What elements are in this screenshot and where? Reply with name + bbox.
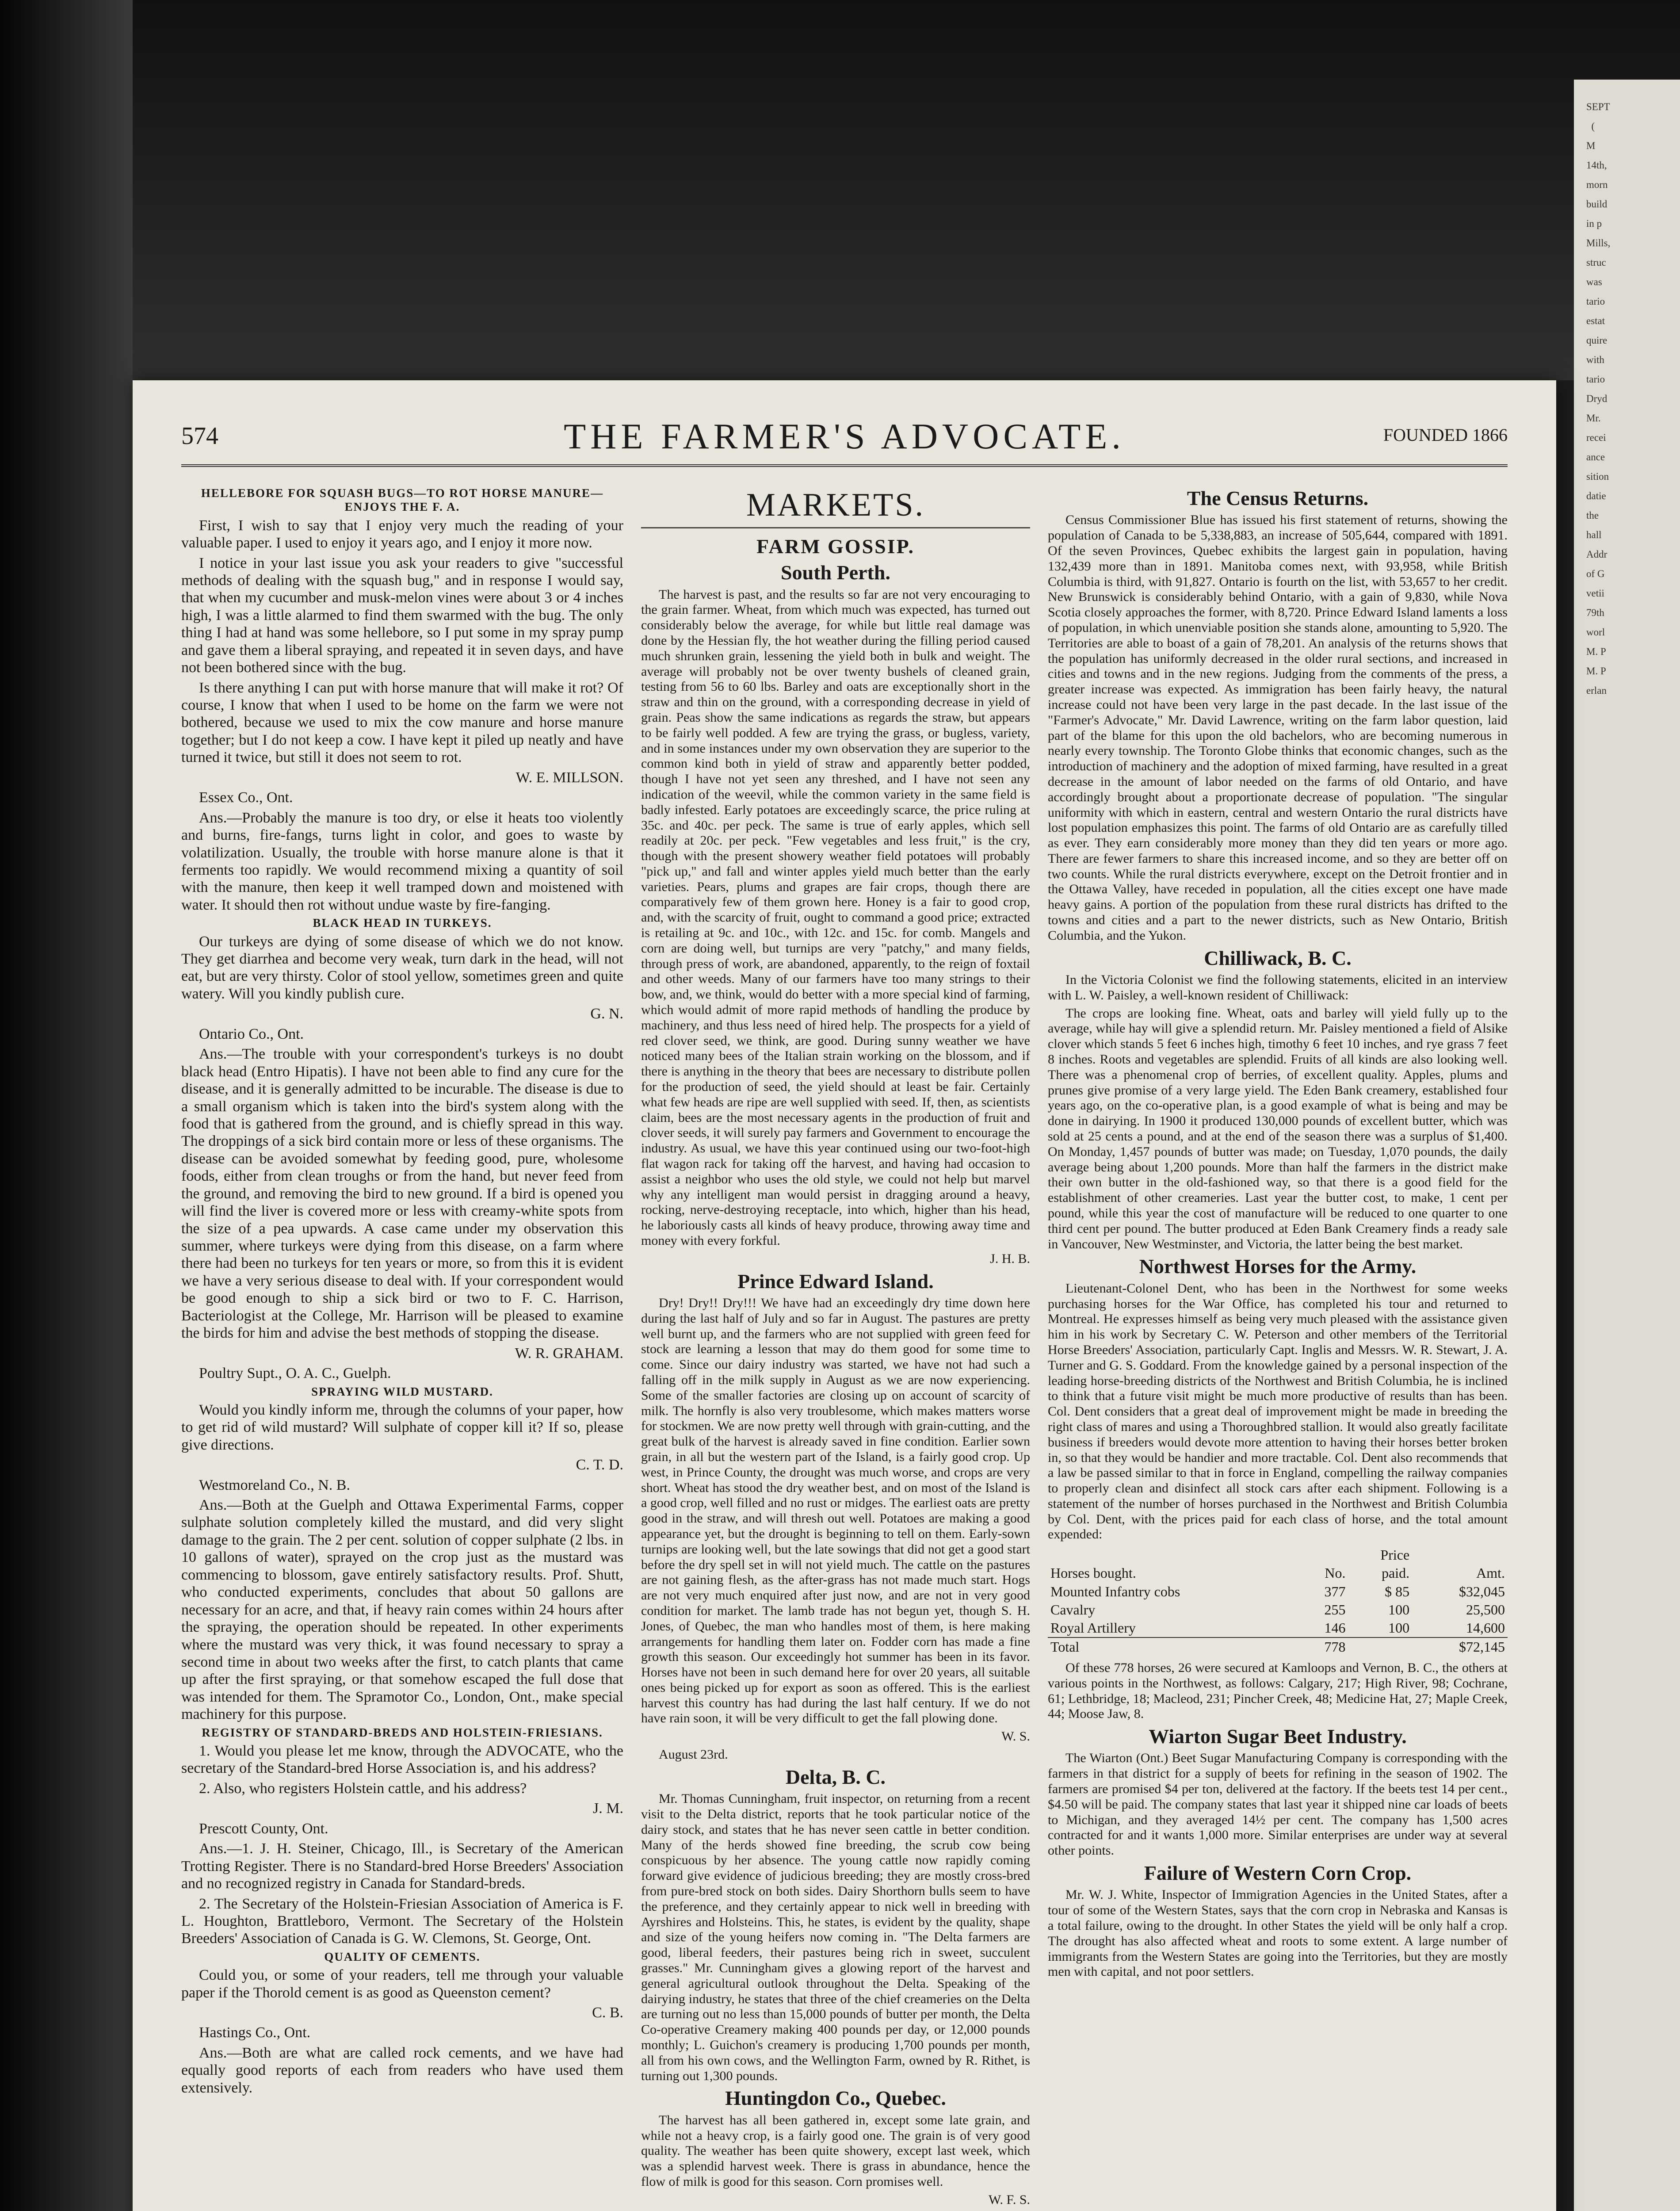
column-2 bbox=[641, 486, 1030, 2211]
article-title: South Perth. bbox=[781, 561, 890, 584]
paragraph: Dry! Dry!! Dry!!! We have had an exceedingly dry time down here during the last half of July and so far in August. The pastures are pretty well burnt up, and the farmers who are not supplied with green feed for stock are learning a lesson that may do them good for some time to come. Since our dairy industry was started, we have not had such a falling off in the milk supply in August as we are now experiencing. Some of the smaller factories are closing up on account of scarcity of milk. The hornfly is also very troublesome, which makes matters worse for stockmen. We are now pretty well through with grain-cutting, and the great bulk of the harvest is already saved in fine condition. Earlier sown grain, in all but the western part of the Island, is a fairly good crop. Up west, in Prince County, the drought was much worse, and crops are very short. Wheat has stood the dry weather best, and on most of the Island is a good crop, well filled and no rust or midges. The earliest oats are pretty good in the straw, and will thresh out well. Potatoes are making a good appearance yet, but the drought is beginning to tell on them. Early-sown turnips are looking well, but the late sowings that did not get a good start before the dry spell set in will not yield much. The cattle on the pastures are not gaining flesh, as the after-grass has not made much start. Hogs are not very much enquired after just now, and are not in very good condition for market. The lamb trade has not begun yet, though S. H. Jones, of Quebec, the man who handles most of them, is here making arrangements for handling them later on. Fodder corn has made a fine growth this season. Our exceedingly hot summer has been in its favor. Horses have not been in such demand here for over 20 years, all suitable ones being picked up for export as soon as offered. This is the earliest harvest this country has had during the last half century. If we do not have rain soon, it will be very difficult to get the fall plowing done. bbox=[641, 1295, 1030, 1726]
signature: G. N. bbox=[590, 1006, 623, 1022]
scan-top-margin bbox=[133, 0, 1680, 380]
signature: W. F. S. bbox=[988, 2192, 1030, 2207]
table-cell: $ 85 bbox=[1385, 1583, 1410, 1599]
founded-note: FOUNDED 1866 bbox=[1383, 425, 1508, 445]
article-title: Chilliwack, B. C. bbox=[1204, 946, 1352, 969]
table-total-row bbox=[1048, 1637, 1508, 1656]
table-cell: Mounted Infantry cobs bbox=[1050, 1583, 1180, 1599]
table-cell: Cavalry bbox=[1050, 1601, 1096, 1618]
table-row bbox=[1048, 1619, 1508, 1637]
table-cell: 25,500 bbox=[1466, 1601, 1505, 1618]
heading-cements: QUALITY OF CEMENTS. bbox=[324, 1950, 481, 1963]
section-subtitle-farm-gossip: FARM GOSSIP. bbox=[756, 535, 915, 558]
paragraph: In the Victoria Colonist we find the following statements, elicited in an interview with L. W. Paisley, a well-known resident of Chilliwack: bbox=[1048, 972, 1508, 1002]
column-1 bbox=[181, 486, 623, 2099]
paragraph: 2. Also, who registers Holstein cattle, and his address? bbox=[199, 1780, 527, 1797]
paragraph: The Wiarton (Ont.) Beet Sugar Manufacturing Company is corresponding with the farmers in that district for a supply of beets for refining in the season of 1902. The farmers are promised $4 per ton, delivered at the factory. If the beets test 14 per cent., $4.50 will be paid. The company states that last year it shipped nine car loads of beets to Michigan, and they averaged 14½ per cent. The company has 1,500 acres contracted for and it wants 1,000 more. Similar enterprises are under way at several other points. bbox=[1048, 1751, 1508, 1858]
table-row bbox=[1048, 1546, 1508, 1564]
table-cell: 377 bbox=[1324, 1583, 1346, 1599]
location: Ontario Co., Ont. bbox=[199, 1025, 304, 1042]
table-row bbox=[1048, 1583, 1508, 1601]
paragraph: First, I wish to say that I enjoy very much the reading of your valuable paper. I used to enjoy it years ago, and I enjoy it more now. bbox=[181, 517, 623, 551]
paragraph: The harvest has all been gathered in, except some late grain, and while not a heavy crop, is a fairly good one. The grain is of very good quality. The weather has been quite showery, except last week, which was a splendid harvest week. There is grass in abundance, hence the flow of milk is good for this season. Corn promises well. bbox=[641, 2112, 1030, 2189]
horses-table bbox=[1048, 1546, 1508, 1656]
table-cell: 14,600 bbox=[1466, 1619, 1505, 1636]
table-cell: Royal Artillery bbox=[1050, 1619, 1136, 1636]
table-cell: 255 bbox=[1324, 1601, 1346, 1618]
signature: W. R. GRAHAM. bbox=[515, 1345, 623, 1362]
article-title: Northwest Horses for the Army. bbox=[1139, 1255, 1417, 1278]
paragraph: Ans.—Probably the manure is too dry, or else it heats too violently and burns, fire-fangs, turns light in color, and goes to waste by volatilization. Usually, the trouble with horse manure alone is that it ferments too rapidly. We would recommend mixing a quantity of soil with the manure, then keep it well tramped down and moistened with water. It should then rot without undue waste by fire-fanging. bbox=[181, 809, 623, 913]
table-row bbox=[1048, 1601, 1508, 1619]
location: Prescott County, Ont. bbox=[199, 1820, 328, 1837]
paragraph: Mr. Thomas Cunningham, fruit inspector, on returning from a recent visit to the Delta district, reports that he took particular notice of the dairy stock, and states that he has never seen cattle in better condition. Many of the herds showed fine breeding, the scrub cow being conspicuous by her absence. The young cattle now rapidly coming forward give evidence of judicious breeding; they are mostly cross-bred from pure-bred stock on both sides. Dairy Shorthorn bulls seem to have the preference, and they certainly appear to nick well in breeding with Ayrshires and Holsteins. This, he states, is evident by the quality, shape and size of the young heifers now coming in. "The Delta farmers are good, liberal feeders, their pastures being rich in sweet, succulent grasses." Mr. Cunningham gives a glowing report of the harvest and general agricultural outlook throughout the Delta. Speaking of the dairying industry, he states that three of the chief creameries on the Delta are turning out no less than 15,000 pounds of butter per month, the Delta Co-operative Creamery making 400 pounds per day, or 12,000 pounds monthly; L. Guichon's creamery is producing 1,700 pounds per month, all from his own cows, and the Wellington Farm, owned by R. Rithet, is turning out 1,300 pounds. bbox=[641, 1791, 1030, 2083]
adjacent-page-text: SEPT ( M 14th, morn build in p Mills, struc was tario estat quire with tario Dryd Mr. recei ance sition datie the hall Addr of G vetii 79th worl M. P M. P erlan bbox=[1586, 101, 1611, 696]
signature: J. M. bbox=[593, 1800, 623, 1817]
divider bbox=[641, 527, 1030, 528]
paragraph: Lieutenant-Colonel Dent, who has been in the Northwest for some weeks purchasing horses for the War Office, has completed his tour and returned to Montreal. He expresses himself as being very much pleased with the assistance given him in his work by Secretary C. W. Peterson and other members of the Territorial Horse Breeders' Association, particularly Capt. Inglis and Messrs. W. R. Stewart, J. A. Turner and G. S. Goddard. From the knowledge gained by a personal inspection of the leading horse-breeding districts of the Northwest and British Columbia, he is inclined to think that a future visit might be much more productive of results than has been. Col. Dent considers that a great deal of improvement might be made in breeding the right class of mares and using a Thoroughbred stallion. It would also greatly facilitate business if breeders would devote more attention to having their horses better broken in, so that they would be handier and more tractable. Col. Dent also recommends that a law be passed similar to that in force in England, compelling the railway companies to properly clean and disinfect all stock cars after each shipment. Following is a statement of the number of horses purchased in the Northwest and British Columbia by Col. Dent, with the prices paid for each class of horse, and the total amount expended: bbox=[1048, 1281, 1508, 1542]
paragraph: 1. Would you please let me know, through the ADVOCATE, who the secretary of the Standard-bred Horse Association is, and his address? bbox=[181, 1743, 623, 1777]
table-cell: $32,045 bbox=[1459, 1583, 1505, 1599]
location: Essex Co., Ont. bbox=[199, 789, 293, 806]
paragraph: Ans.—Both at the Guelph and Ottawa Experimental Farms, copper sulphate solution completely killed the mustard, and did very slight damage to the grain. The 2 per cent. solution of copper sulphate (2 lbs. in 10 gallons of water), sprayed on the crop just as the mustard was commencing to blossom, gave entirely satisfactory results. Prof. Shutt, who conducted experiments, concludes that about 50 gallons are necessary for an acre, and that, if heavy rain comes within 24 hours after the spraying, the operation should be repeated. In other experiments where the mustard was very thick, it was found necessary to spray a second time in about two weeks after the first, to catch plants that came up after the first spraying, or that somehow escaped the full dose that was intended for them. The Spramotor Co., London, Ont., make special machinery for this purpose. bbox=[181, 1497, 623, 1723]
table-cell: 146 bbox=[1324, 1619, 1346, 1636]
signature: W. E. MILLSON. bbox=[515, 769, 623, 786]
table-cell: 100 bbox=[1388, 1601, 1410, 1618]
paragraph: Ans.—The trouble with your correspondent's turkeys is no doubt black head (Entro Hipatis). I have not been able to find any cure for the disease, and it is generally admitted to be incurable. The disease is due to a small organism which is taken into the bird's system along with the food that is gathered from the ground, and is chiefly spread in this way. The droppings of a sick bird contain more or less of these organisms. The disease can be avoided somewhat by feeding good, pure, wholesome foods, either from clean troughs or from the hand, but never feed from the ground, and removing the bird to new ground. If a bird is opened you will find the liver is covered more or less with creamy-white spots from the size of a pea upwards. A case came under my observation this summer, where turkeys were dying from this disease, on a farm where there had been no turkeys for ten years or more, so from this it is evident we have a very serious disease to deal with. If your correspondent would be good enough to ship a sick bird or two to F. C. Harrison, Bacteriologist at the College, Mr. Harrison will be pleased to examine the birds for him and advise the best methods of stopping the disease. bbox=[181, 1046, 623, 1342]
article-title: The Census Returns. bbox=[1187, 487, 1369, 509]
table-header-cell: Amt. bbox=[1476, 1565, 1505, 1581]
paragraph: Mr. W. J. White, Inspector of Immigration Agencies in the United States, after a tour of some of the Western States, says that the corn crop in Nebraska and Kansas is a total failure, owing to the drought. In other States the yield will be only half a crop. The drought has also affected wheat and roots to some extent. A large number of immigrants from the Western States are going into the Territories, but they are mostly men with capital, and not poor settlers. bbox=[1048, 1887, 1508, 1979]
paragraph: The harvest is past, and the results so far are not very encouraging to the grain farmer. Wheat, from which much was expected, has turned out considerably below the average, for while but little real damage was done by the Hessian fly, the hot weather during the filling period caused much shrunken grain, lessening the yield both in bulk and weight. The average will probably not be over twenty bushels of cleaned grain, testing from 56 to 60 lbs. Barley and oats are exceptionally short in the straw and thin on the ground, with a corresponding decrease in yield of grain. Peas show the same indications as regards the straw, but appears to be fairly well podded. A few are trying the grass, or bugless, variety, and in some instances under my own observation they are superior to the common kind both in yield of straw and apparently better podded, though I have not yet seen any threshed, and I have not seen any indication of the weevil, while the common variety in the same field is badly infested. Early potatoes are exceedingly scarce, the price ruling at 35c. and 40c. per peck. The same is true of early apples, which sell readily at 20c. per peck. "Few vegetables and less fruit," is the cry, though with the present showery weather field potatoes will probably "pick up," and fall and winter apples yield much better than the early varieties. Pears, plums and grapes are fair crops, though there are comparatively few of them grown here. Honey is a fair to good crop, and, with the scarcity of fruit, ought to command a good price; extracted is retailing at 9c. and 10c., with 12c. and 15c. for comb. Mangels and corn are doing well, but turnips are very "patchy," and many fields, through press of work, are abandoned, apparently, to the reign of foxtail and other weeds. Many of our farmers have too many strings to their bow, and, we think, would do better with a more special kind of farming, which would admit of more rapid methods of handling the produce by machinery, and thus less need of hired help. The prospects for a yield of red clover seed, we think, are good. During sunny weather we have noticed many bees of the Italian strain working on the blossom, and if there is anything in the theory that bees are necessary to distribute pollen for the production of seed, the yield should at least be fair. Certainly what few heads are ripe are well supplied with seed. If, then, as scientists claim, bees are the most necessary agents in the production of fruit and clover seeds, it will surely pay farmers and Government to encourage the industry. As usual, we have this year continued using our two-foot-high flat wagon rack for taking off the harvest, and having had occasion to assist a neighbor who uses the old style, we could not help but marvel why any intelligent man would persist in dragging around a heavy, rocking, nerve-destroying receptacle, into which, higher than his head, he laboriously casts all kinds of heavy produce, throwing away time and money with every forkful. bbox=[641, 587, 1030, 1248]
table-header-cell: Price bbox=[1380, 1547, 1410, 1563]
article-title: Prince Edward Island. bbox=[737, 1270, 934, 1293]
paragraph: Is there anything I can put with horse manure that will make it rot? Of course, I know that when I used to be home on the farm we were not bothered, because we used to mix the cow manure and horse manure together; but I do not keep a cow. I have kept it piled up neatly and have turned it twice, but still it does not seem to rot. bbox=[181, 679, 623, 766]
location: Westmoreland Co., N. B. bbox=[199, 1477, 350, 1493]
paragraph: I notice in your last issue you ask your readers to give "successful methods of dealing with the squash bug," and in response I would say, that when my cucumber and musk-melon vines were about 3 or 4 inches high, I was a little alarmed to find them swarmed with the bug. The only thing I had at hand was some hellebore, so I put some in my spray pump and gave them a liberal spraying, and repeated it in seven days, and have not been bothered since with the bug. bbox=[181, 555, 623, 676]
location: Hastings Co., Ont. bbox=[199, 2024, 311, 2041]
location: Poultry Supt., O. A. C., Guelph. bbox=[199, 1365, 391, 1382]
table-cell: 100 bbox=[1388, 1619, 1410, 1636]
paragraph: Ans.—1. J. H. Steiner, Chicago, Ill., is Secretary of the American Trotting Register. There is no Standard-bred Horse Breeders' Association and no recognized registry in Canada for Standard-breds. bbox=[181, 1840, 623, 1892]
page-header bbox=[181, 416, 1508, 467]
paragraph: Would you kindly inform me, through the columns of your paper, how to get rid of wild mustard? Will sulphate of copper kill it? If so, please give directions. bbox=[181, 1401, 623, 1453]
scan-dark-margin bbox=[0, 0, 133, 2211]
article-title: Wiarton Sugar Beet Industry. bbox=[1149, 1725, 1407, 1748]
table-header-cell: No. bbox=[1325, 1565, 1346, 1581]
table-cell bbox=[1348, 1637, 1413, 1656]
dateline: August 23rd. bbox=[659, 1747, 728, 1762]
paragraph: 2. The Secretary of the Holstein-Friesian Association of America is F. L. Houghton, Brattleboro, Vermont. The Secretary of the Holstein Breeders' Association of Canada is G. W. Clemons, St. George, Ont. bbox=[181, 1895, 623, 1947]
page-number: 574 bbox=[181, 422, 218, 450]
signature: C. T. D. bbox=[576, 1457, 623, 1473]
paragraph: The crops are looking fine. Wheat, oats and barley will yield fully up to the average, while hay will give a splendid return. Mr. Paisley mentioned a field of Alsike clover which stands 5 feet 6 inches high, timothy 6 feet 10 inches, and rye grass 7 feet 8 inches. Roots and vegetables are splendid. Fruits of all kinds are also looking well. There was a phenomenal crop of berries, of excellent quality. Apples, plums and prunes give promise of a very large yield. The Eden Bank creamery, established four years ago, on the co-operative plan, is a good example of what is being and may be done in dairying. In 1900 it produced 130,000 pounds of excellent butter, which was sold at 25 cents a pound, and at the end of the season there was a surplus of $1,400. On Monday, 1,457 pounds of butter was made; on Tuesday, 1,070 pounds, the daily average being about 1,200 pounds. More than half the farmers in the district make their own butter in the old-fashioned way, so that there is a good field for the establishment of other creameries. Last year the butter cost, to make, 1 cent per pound, while this year the cost of manufacture will be reduced to one quarter to one third cent per pound. The butter produced at Eden Bank Creamery finds a ready sale in Vancouver, New Westminster, and Victoria, the latter being the best market. bbox=[1048, 1006, 1508, 1251]
paragraph: Our turkeys are dying of some disease of which we do not know. They get diarrhea and become very weak, turn dark in the head, will not eat, but are very thirsty. Color of stool yellow, sometimes green and quite watery. Will you kindly publish cure. bbox=[181, 933, 623, 1002]
article-title: Huntingdon Co., Quebec. bbox=[725, 2087, 946, 2110]
table-cell: 778 bbox=[1299, 1637, 1348, 1656]
table-cell: Total bbox=[1048, 1637, 1299, 1656]
masthead-title: THE FARMER'S ADVOCATE. bbox=[564, 416, 1125, 456]
table-header-cell: paid. bbox=[1382, 1565, 1410, 1581]
table-cell: $72,145 bbox=[1412, 1637, 1508, 1656]
paragraph: Ans.—Both are what are called rock cements, and we have had equally good reports of each from readers who have used them extensively. bbox=[181, 2044, 623, 2096]
signature: C. B. bbox=[592, 2004, 623, 2021]
section-title-markets: MARKETS. bbox=[746, 487, 925, 523]
newspaper-page bbox=[133, 380, 1556, 2211]
signature: J. H. B. bbox=[990, 1251, 1030, 1266]
column-3 bbox=[1048, 486, 1508, 1982]
paragraph: Of these 778 horses, 26 were secured at Kamloops and Vernon, B. C., the others at various points in the Northwest, as follows: Calgary, 217; High River, 98; Cochrane, 61; Lethbridge, 18; Macleod, 231; Pincher Creek, 48; Medicine Hat, 27; Maple Creek, 44; Moose Jaw, 8. bbox=[1048, 1660, 1508, 1721]
adjacent-page-edge bbox=[1574, 80, 1680, 2211]
paragraph: Could you, or some of your readers, tell me through your valuable paper if the Thorold cement is as good as Queenston cement? bbox=[181, 1967, 623, 2001]
table-header-row bbox=[1048, 1564, 1508, 1582]
table-header-cell: Horses bought. bbox=[1050, 1565, 1136, 1581]
heading-black-head: BLACK HEAD IN TURKEYS. bbox=[313, 916, 492, 930]
paragraph: Census Commissioner Blue has issued his first statement of returns, showing the population of Canada to be 5,338,883, an increase of 505,644, compared with 1891. Of the seven Provinces, Quebec exhibits the largest gain in population, having 132,439 more than in 1891. Manitoba comes next, with 93,958, while British Columbia is third, with 91,827. Ontario is fourth on the list, with 53,657 to her credit. New Brunswick is considerably behind Ontario, with a gain of 9,830, while Nova Scotia closely approaches the former, with 8,720. Prince Edward Island laments a loss of population, in which unenviable position she stands alone, amounting to 5,920. The Territories are able to boast of a gain of 78,201. An analysis of the returns shows that the population has uniformly decreased in the older rural sections, and increased in cities and towns and in the new regions. Judging from the comments of the press, a greater increase was expected. As immigration has been fairly heavy, the natural increase could not have been very large in the past decade. In the last issue of the "Farmer's Advocate," Mr. David Lawrence, writing on the farm labor question, laid part of the blame for this upon the old bachelors, who are becoming numerous in nearly every township. The Toronto Globe thinks that economic changes, such as the introduction of machinery and the adoption of mixed farming, have resulted in a great decrease in the amount of labor needed on the farms of old Ontario, and have accordingly brought about a proportionate decrease of population. "The singular uniformity with which in eastern, central and western Ontario the rural districts have lost population emphasizes this point. The farms of old Ontario are as carefully tilled as ever. They earn considerably more money than they did ten years or more ago. There are fewer farmers to share this increased income, and so they are better off on two counts. While the rural districts everywhere, except on the Detroit frontier and in the Ottawa Valley, have receded in population, all the cities except one have made heavy gains. A portion of the population from these rural districts has drifted to the towns and cities and a part to the newer districts, such as New Ontario, British Columbia, and the Yukon. bbox=[1048, 513, 1508, 943]
article-title: Delta, B. C. bbox=[785, 1765, 886, 1788]
heading-registry: REGISTRY OF STANDARD-BREDS AND HOLSTEIN-FRIESIANS. bbox=[202, 1725, 603, 1739]
article-title: Failure of Western Corn Crop. bbox=[1144, 1862, 1412, 1885]
heading-hellebore: HELLEBORE FOR SQUASH BUGS—TO ROT HORSE MANURE—ENJOYS THE F. A. bbox=[201, 486, 604, 514]
heading-wild-mustard: SPRAYING WILD MUSTARD. bbox=[311, 1385, 493, 1398]
signature: W. S. bbox=[1001, 1729, 1030, 1744]
